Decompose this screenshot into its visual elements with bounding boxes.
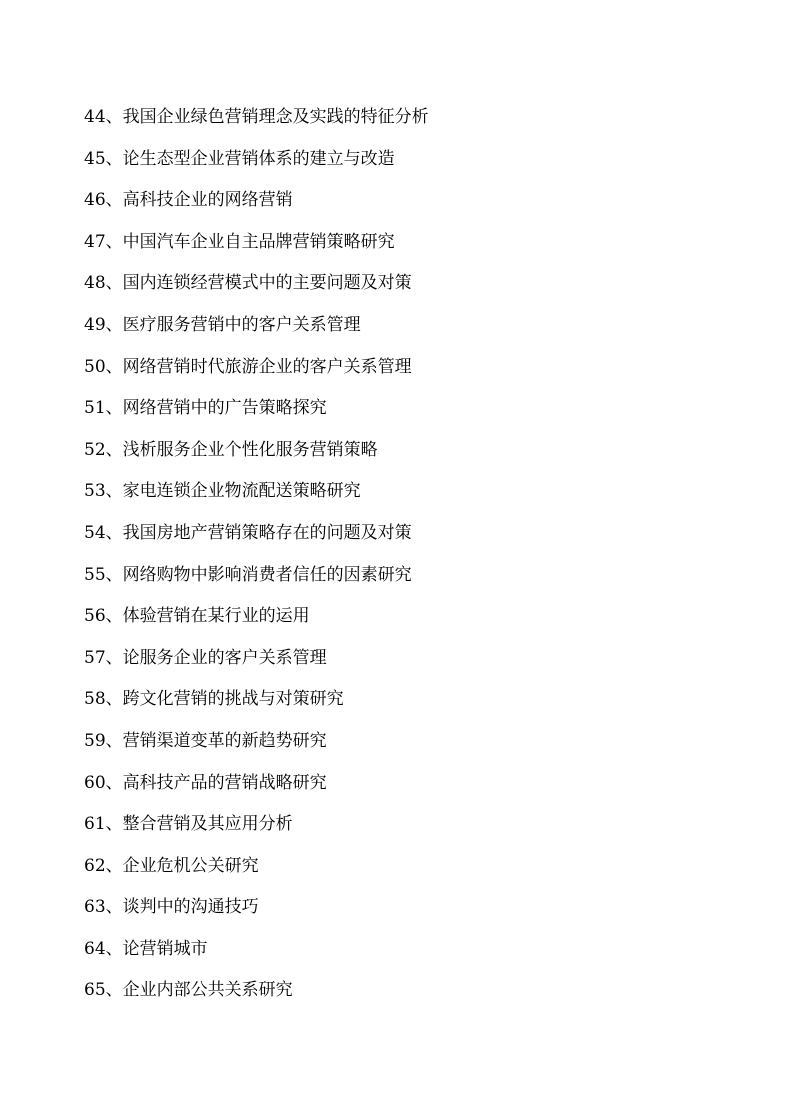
topic-item: 64、论营销城市 xyxy=(84,938,208,959)
topic-list xyxy=(84,103,429,1018)
topic-item: 44、我国企业绿色营销理念及实践的特征分析 xyxy=(84,107,429,127)
topic-item: 53、家电连锁企业物流配送策略研究 xyxy=(84,481,361,502)
topic-item: 58、跨文化营销的挑战与对策研究 xyxy=(84,689,344,710)
topic-item: 50、网络营销时代旅游企业的客户关系管理 xyxy=(84,356,412,377)
topic-item: 51、网络营销中的广告策略探究 xyxy=(84,398,327,419)
topic-item: 62、企业危机公关研究 xyxy=(84,855,259,876)
topic-item: 63、谈判中的沟通技巧 xyxy=(84,897,259,918)
topic-item: 56、体验营销在某行业的运用 xyxy=(84,606,310,627)
topic-item: 55、网络购物中影响消费者信任的因素研究 xyxy=(84,564,412,585)
topic-item: 54、我国房地产营销策略存在的问题及对策 xyxy=(84,522,412,543)
topic-item: 45、论生态型企业营销体系的建立与改造 xyxy=(84,148,395,169)
topic-item: 65、企业内部公共关系研究 xyxy=(84,980,293,1001)
topic-item: 57、论服务企业的客户关系管理 xyxy=(84,647,327,668)
topic-item: 52、浅析服务企业个性化服务营销策略 xyxy=(84,439,378,460)
topic-item: 49、医疗服务营销中的客户关系管理 xyxy=(84,314,361,335)
topic-item: 46、高科技企业的网络营销 xyxy=(84,190,293,211)
topic-item: 59、营销渠道变革的新趋势研究 xyxy=(84,730,327,751)
topic-item: 61、整合营销及其应用分析 xyxy=(84,814,293,835)
topic-item: 48、国内连锁经营模式中的主要问题及对策 xyxy=(84,273,412,294)
topic-item: 60、高科技产品的营销战略研究 xyxy=(84,772,327,793)
topic-item: 47、中国汽车企业自主品牌营销策略研究 xyxy=(84,231,395,252)
